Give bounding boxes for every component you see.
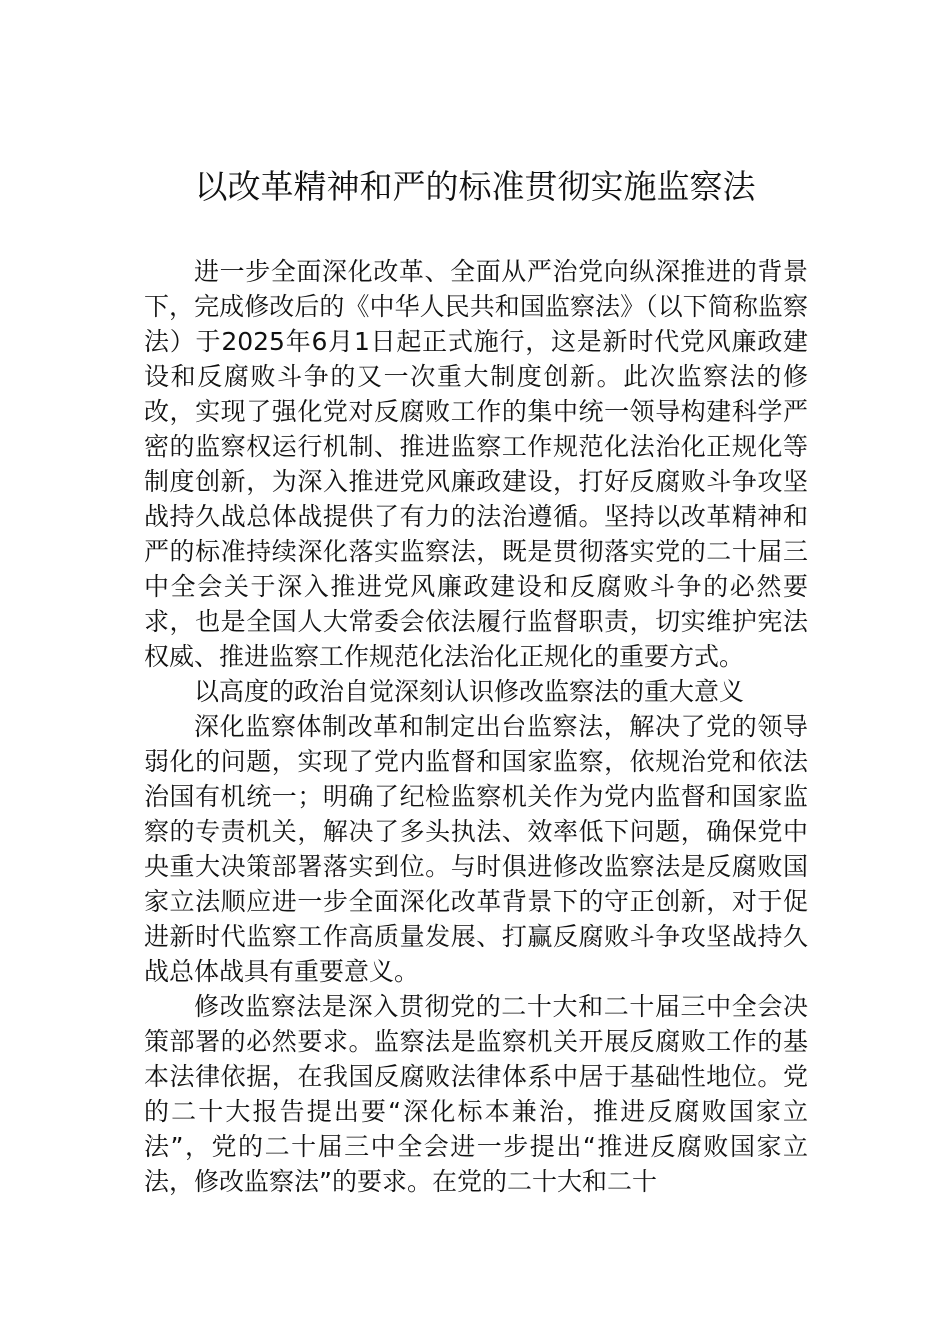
paragraph-requirement: 修改监察法是深入贯彻党的二十大和二十届三中全会决策部署的必然要求。监察法是监察机关开展反腐败工作的基本法律依据，在我国反腐败法律体系中居于基础性地位。党的二十大报告提出要“深化标本兼治，推进反腐败国家立法”，党的二十届三中全会进一步提出“推进反腐败国家立法，修改监察法”的要求。在党的二十大和二十 bbox=[144, 992, 808, 1196]
section-heading: 以高度的政治自觉深刻认识修改监察法的重大意义 bbox=[194, 677, 745, 706]
paragraph-significance: 深化监察体制改革和制定出台监察法，解决了党的领导弱化的问题，实现了党内监督和国家监察，依规治党和依法治国有机统一；明确了纪检监察机关作为党内监督和国家监察的专责机关，解决了多头执法、效率低下问题，确保党中央重大决策部署落实到位。与时俱进修改监察法是反腐败国家立法顺应进一步全面深化改革背景下的守正创新，对于促进新时代监察工作高质量发展、打赢反腐败斗争攻坚战持久战总体战具有重要意义。 bbox=[144, 712, 808, 986]
document-title: 以改革精神和严的标准贯彻实施监察法 bbox=[194, 167, 756, 206]
document-body bbox=[144, 254, 808, 1199]
paragraph-intro: 进一步全面深化改革、全面从严治党向纵深推进的背景下，完成修改后的《中华人民共和国监察法》（以下简称监察法）于2025年6月1日起正式施行，这是新时代党风廉政建设和反腐败斗争的又一次重大制度创新。此次监察法的修改，实现了强化党对反腐败工作的集中统一领导构建科学严密的监察权运行机制、推进监察工作规范化法治化正规化等制度创新，为深入推进党风廉政建设，打好反腐败斗争攻坚战持久战总体战提供了有力的法治遵循。坚持以改革精神和严的标准持续深化落实监察法，既是贯彻落实党的二十届三中全会关于深入推进党风廉政建设和反腐败斗争的必然要求，也是全国人大常委会依法履行监督职责，切实维护宪法权威、推进监察工作规范化法治化正规化的重要方式。 bbox=[144, 257, 808, 671]
